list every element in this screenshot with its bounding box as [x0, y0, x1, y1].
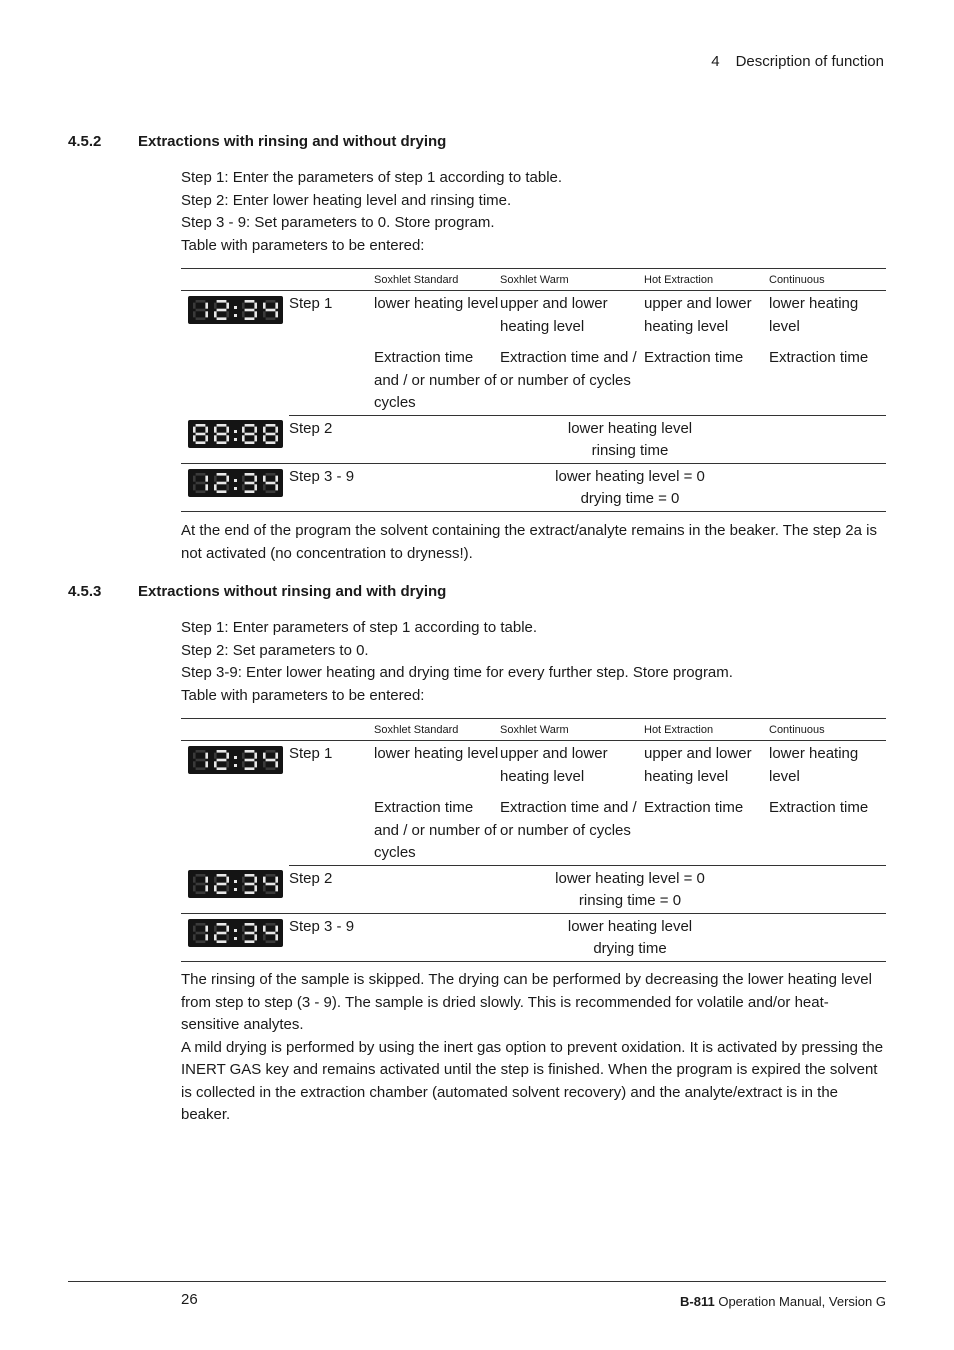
led-colon [234, 888, 237, 891]
section-intro [181, 617, 886, 707]
led-segment [205, 761, 208, 767]
led-segment [217, 441, 227, 444]
led-display [188, 296, 283, 324]
step-label: Step 1 [289, 295, 333, 312]
led-segment [275, 427, 278, 433]
merged-cell [374, 913, 886, 961]
led-segment [275, 303, 278, 309]
led-segment [214, 311, 217, 317]
led-segment [214, 484, 217, 490]
section-heading [68, 583, 446, 600]
led-segment [205, 934, 208, 940]
led-segment [266, 481, 276, 484]
led-segment [275, 484, 278, 490]
section-outro [181, 520, 886, 565]
led-segment [214, 427, 217, 433]
cell: Extraction time and / or number of cycles [374, 338, 500, 415]
cell: upper and lower heating level [500, 295, 608, 335]
led-segment [266, 490, 276, 493]
led-segment [263, 877, 266, 883]
led-segment [245, 883, 255, 886]
led-segment [245, 759, 255, 762]
led-segment [193, 877, 196, 883]
step-label: Step 3 - 9 [289, 463, 374, 511]
led-segment [242, 934, 245, 940]
cell: lower heating level [769, 295, 859, 335]
section-title: Extractions with rinsing and without drying [138, 133, 447, 150]
led-segment [214, 475, 217, 481]
led-segment [263, 753, 266, 759]
led-segment [217, 940, 227, 943]
led-segment [254, 885, 257, 891]
led-segment [196, 750, 206, 753]
led-segment [226, 877, 229, 883]
led-colon [234, 430, 237, 433]
led-segment [275, 435, 278, 441]
led-segment [217, 923, 227, 926]
led-display [188, 469, 283, 497]
section-number: 4.5.2 [68, 133, 102, 150]
led-segment [245, 424, 255, 427]
led-segment [242, 427, 245, 433]
chapter-number: 4 [711, 53, 720, 70]
led-segment [196, 473, 206, 476]
model-name: B-811 [680, 1294, 715, 1309]
section-intro [181, 167, 886, 257]
led-segment [242, 484, 245, 490]
paragraph: A mild drying is performed by using the inert gas option to prevent oxidation. It is activated by pressing the INERT GAS key and remains activated until the step is finished. When the program is expired the solvent is collected in the extraction chamber (automated solvent recovery) and the analyte/extract is in the beaker. [181, 1038, 884, 1123]
cell-line: rinsing time [591, 442, 669, 459]
led-colon [234, 880, 237, 883]
led-segment [226, 885, 229, 891]
led-segment [275, 475, 278, 481]
led-segment [217, 874, 227, 877]
led-segment [217, 481, 227, 484]
intro-line: Step 2: Enter lower heating level and rinsing time. [181, 191, 512, 209]
led-segment [266, 767, 276, 770]
led-segment [193, 303, 196, 309]
led-segment [226, 435, 229, 441]
col-header: Soxhlet Warm [500, 269, 644, 291]
led-colon [234, 306, 237, 309]
led-segment [193, 753, 196, 759]
cell: lower heating level [769, 745, 859, 785]
led-segment [266, 424, 276, 427]
led-segment [226, 484, 229, 490]
intro-line: Step 3-9: Enter lower heating and drying time for every further step. Store program. [181, 664, 733, 681]
led-segment [196, 883, 206, 886]
intro-line: Table with parameters to be entered: [181, 686, 425, 704]
led-segment [275, 925, 278, 931]
led-segment [196, 441, 206, 444]
led-segment [196, 317, 206, 320]
led-segment [266, 309, 276, 312]
led-segment [254, 484, 257, 490]
led-segment [196, 931, 206, 934]
led-segment [205, 303, 208, 309]
led-segment [242, 761, 245, 767]
led-segment [263, 475, 266, 481]
led-segment [205, 753, 208, 759]
led-segment [263, 435, 266, 441]
led-segment [205, 484, 208, 490]
led-segment [275, 753, 278, 759]
led-segment [245, 473, 255, 476]
cell: Extraction time [769, 338, 886, 415]
led-segment [196, 481, 206, 484]
intro-line: Step 2: Set parameters to 0. [181, 641, 369, 659]
led-segment [242, 753, 245, 759]
led-segment [226, 761, 229, 767]
led-segment [196, 874, 206, 877]
led-segment [214, 885, 217, 891]
cell: upper and lower heating level [644, 295, 752, 335]
merged-cell [374, 463, 886, 511]
led-segment [263, 484, 266, 490]
paragraph: At the end of the program the solvent containing the extract/analyte remains in the beaker. The step 2a is not activated (no concentration to dryness!). [181, 522, 877, 562]
led-segment [193, 934, 196, 940]
led-segment [266, 940, 276, 943]
led-segment [245, 891, 255, 894]
led-segment [266, 923, 276, 926]
led-segment [245, 441, 255, 444]
led-segment [266, 874, 276, 877]
col-header: Soxhlet Standard [374, 719, 500, 741]
step-label: Step 1 [289, 745, 333, 762]
led-segment [196, 891, 206, 894]
led-segment [196, 433, 206, 436]
led-segment [263, 934, 266, 940]
col-header: Hot Extraction [644, 719, 769, 741]
led-segment [245, 317, 255, 320]
led-segment [193, 427, 196, 433]
led-segment [266, 473, 276, 476]
led-display [188, 870, 283, 898]
cell: Extraction time and / or number of cycles [374, 788, 500, 865]
col-header: Soxhlet Standard [374, 269, 500, 291]
led-segment [245, 923, 255, 926]
led-segment [217, 309, 227, 312]
led-segment [196, 424, 206, 427]
led-segment [266, 300, 276, 303]
cell-line: lower heating level [567, 419, 693, 437]
col-header: Hot Extraction [644, 269, 769, 291]
led-segment [193, 311, 196, 317]
parameter-table [181, 268, 886, 512]
led-segment [193, 925, 196, 931]
col-header: Continuous [769, 719, 886, 741]
led-segment [242, 877, 245, 883]
led-segment [263, 885, 266, 891]
led-segment [254, 761, 257, 767]
led-colon [234, 764, 237, 767]
led-segment [196, 300, 206, 303]
footer-title [680, 1294, 886, 1309]
led-segment [214, 435, 217, 441]
led-colon [234, 937, 237, 940]
led-segment [214, 761, 217, 767]
led-display [188, 746, 283, 774]
led-segment [266, 931, 276, 934]
led-segment [254, 925, 257, 931]
cell: upper and lower heating level [644, 745, 752, 785]
led-segment [196, 490, 206, 493]
led-segment [275, 311, 278, 317]
led-segment [254, 435, 257, 441]
led-segment [245, 750, 255, 753]
led-segment [217, 473, 227, 476]
intro-line: Step 1: Enter parameters of step 1 according to table. [181, 619, 538, 636]
led-segment [266, 441, 276, 444]
led-segment [226, 934, 229, 940]
led-segment [193, 885, 196, 891]
led-segment [217, 490, 227, 493]
led-segment [254, 753, 257, 759]
led-segment [226, 303, 229, 309]
led-colon [234, 756, 237, 759]
led-segment [266, 891, 276, 894]
led-colon [234, 314, 237, 317]
paragraph: The rinsing of the sample is skipped. The drying can be performed by decreasing the lower heating level from step to step (3 - 9). The sample is dried slowly. This is recommended for volatile and/or heat-sensitive analytes. [181, 971, 872, 1033]
led-segment [242, 475, 245, 481]
cell: upper and lower heating level [500, 745, 608, 785]
running-header [711, 53, 884, 70]
step-label: Step 3 - 9 [289, 913, 374, 961]
led-segment [242, 925, 245, 931]
led-segment [196, 309, 206, 312]
led-segment [205, 925, 208, 931]
led-segment [254, 303, 257, 309]
step-label: Step 2 [289, 415, 374, 463]
led-segment [263, 761, 266, 767]
led-display [188, 919, 283, 947]
cell: Extraction time [644, 788, 769, 865]
footer-rule [68, 1281, 886, 1282]
led-segment [245, 481, 255, 484]
led-segment [193, 484, 196, 490]
led-segment [245, 874, 255, 877]
section-number: 4.5.3 [68, 583, 102, 600]
led-segment [263, 311, 266, 317]
led-segment [217, 931, 227, 934]
led-segment [217, 317, 227, 320]
led-segment [193, 761, 196, 767]
cell: Extraction time and / or number of cycles [500, 788, 644, 865]
led-segment [214, 303, 217, 309]
led-segment [263, 427, 266, 433]
led-segment [193, 435, 196, 441]
parameter-table [181, 718, 886, 962]
led-segment [254, 427, 257, 433]
led-segment [226, 475, 229, 481]
led-segment [196, 767, 206, 770]
led-segment [217, 759, 227, 762]
led-segment [205, 877, 208, 883]
led-segment [254, 311, 257, 317]
led-segment [242, 303, 245, 309]
led-colon [234, 438, 237, 441]
section-title: Extractions without rinsing and with drying [138, 583, 447, 600]
led-segment [196, 759, 206, 762]
cell-line: lower heating level = 0 [555, 467, 705, 485]
led-colon [234, 479, 237, 482]
led-segment [193, 475, 196, 481]
section-heading [68, 133, 446, 150]
led-segment [254, 877, 257, 883]
cell-line: lower heating level [567, 917, 693, 935]
led-segment [205, 311, 208, 317]
led-segment [254, 475, 257, 481]
led-segment [275, 877, 278, 883]
col-header: Soxhlet Warm [500, 719, 644, 741]
led-colon [234, 487, 237, 490]
led-segment [196, 923, 206, 926]
led-segment [196, 940, 206, 943]
led-segment [217, 750, 227, 753]
cell-line: rinsing time = 0 [578, 892, 682, 909]
led-segment [217, 883, 227, 886]
led-segment [226, 753, 229, 759]
led-segment [217, 767, 227, 770]
led-segment [275, 934, 278, 940]
cell: Extraction time [769, 788, 886, 865]
led-segment [263, 925, 266, 931]
intro-line: Step 3 - 9: Set parameters to 0. Store program. [181, 214, 495, 231]
led-segment [245, 300, 255, 303]
merged-cell [374, 415, 886, 463]
merged-cell [374, 865, 886, 913]
cell: lower heating level [374, 295, 499, 312]
chapter-title: Description of function [735, 53, 884, 70]
cell: lower heating level [374, 745, 499, 762]
led-segment [217, 424, 227, 427]
led-segment [254, 934, 257, 940]
led-segment [226, 925, 229, 931]
section-outro [181, 969, 886, 1127]
led-segment [205, 435, 208, 441]
led-segment [217, 300, 227, 303]
led-segment [266, 317, 276, 320]
cell-line: drying time [593, 940, 667, 957]
led-segment [245, 433, 255, 436]
intro-line: Step 1: Enter the parameters of step 1 according to table. [181, 169, 563, 186]
led-segment [214, 877, 217, 883]
led-segment [275, 761, 278, 767]
intro-line: Table with parameters to be entered: [181, 236, 425, 254]
led-segment [205, 427, 208, 433]
col-header: Continuous [769, 269, 886, 291]
led-segment [275, 885, 278, 891]
cell-line: lower heating level = 0 [555, 869, 705, 887]
page-number: 26 [181, 1291, 198, 1308]
led-segment [245, 767, 255, 770]
led-segment [217, 433, 227, 436]
led-segment [266, 433, 276, 436]
led-segment [245, 490, 255, 493]
led-segment [266, 750, 276, 753]
led-segment [214, 925, 217, 931]
led-segment [263, 303, 266, 309]
led-segment [266, 883, 276, 886]
led-segment [214, 753, 217, 759]
led-segment [205, 475, 208, 481]
led-segment [266, 759, 276, 762]
led-colon [234, 929, 237, 932]
led-segment [242, 435, 245, 441]
led-segment [245, 309, 255, 312]
led-segment [217, 891, 227, 894]
led-segment [226, 311, 229, 317]
led-segment [242, 311, 245, 317]
led-segment [242, 885, 245, 891]
led-display [188, 420, 283, 448]
led-segment [226, 427, 229, 433]
manual-version: Operation Manual, Version G [718, 1294, 886, 1309]
cell-line: drying time = 0 [580, 490, 680, 507]
led-segment [245, 931, 255, 934]
led-segment [205, 885, 208, 891]
cell: Extraction time and / or number of cycles [500, 338, 644, 415]
led-segment [245, 940, 255, 943]
cell: Extraction time [644, 338, 769, 415]
step-label: Step 2 [289, 865, 374, 913]
led-segment [214, 934, 217, 940]
